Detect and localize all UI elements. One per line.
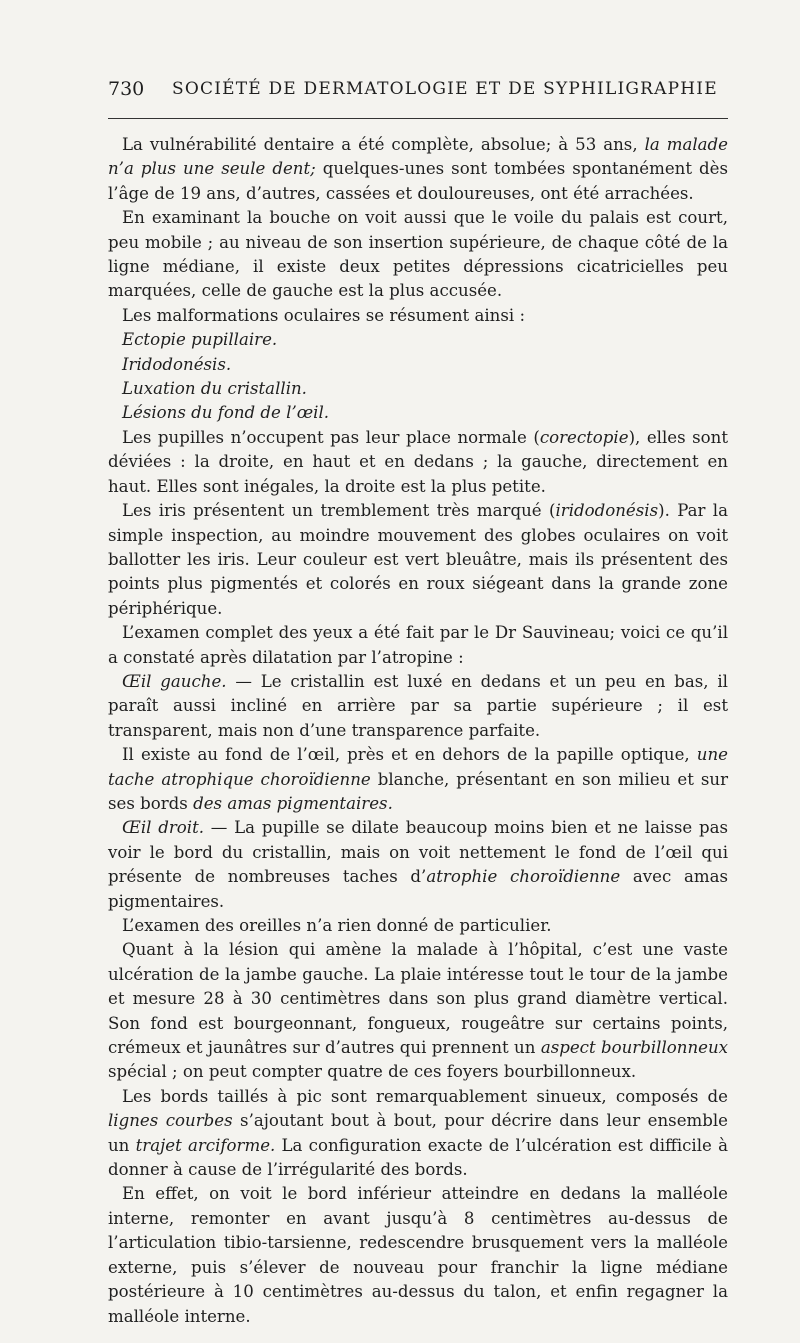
paragraph bbox=[108, 353, 728, 377]
text-run: avec amas pigmentaires. bbox=[108, 867, 729, 911]
text-run: En examinant la bouche on voit aussi que le voile du palais est court, peu mobile ; au niveau de son insertion supérieure, de chaque côté de la ligne médiane, il existe deux petites dépressions cicatricielles peu marquées, celle de gauche est la plus accusée. bbox=[108, 208, 728, 301]
italic-text: Luxation du cristallin. bbox=[122, 379, 307, 399]
italic-text: Iridodonésis. bbox=[122, 354, 232, 374]
paragraph bbox=[108, 938, 728, 1084]
italic-text: trajet arciforme. bbox=[135, 1135, 276, 1155]
paragraph bbox=[108, 621, 728, 670]
italic-text: Ectopie pupillaire. bbox=[122, 330, 278, 350]
italic-text: aspect bourbillonneux bbox=[540, 1038, 729, 1058]
paragraph bbox=[108, 426, 728, 499]
paragraph bbox=[108, 743, 728, 816]
paragraph bbox=[108, 816, 728, 914]
paragraph bbox=[108, 499, 728, 621]
text-run: blanche, présentant en son milieu et sur ses bords bbox=[108, 769, 728, 813]
italic-text: corectopie bbox=[539, 427, 629, 447]
italic-text: lignes courbes bbox=[108, 1111, 233, 1131]
text-run: — Le cristallin est luxé en dedans et un peu en bas, il paraît aussi incliné en arrière par sa partie supérieure ; il est transparent, mais non d’une transparence parfaite. bbox=[108, 671, 728, 740]
text-run: s’ajoutant bout à bout, pour décrire dans leur ensemble un bbox=[108, 1111, 729, 1155]
text-run: La configuration exacte de l’ulcération est difficile à donner à cause de l’irrégularité des bords. bbox=[108, 1135, 728, 1180]
document-page bbox=[108, 78, 728, 1329]
paragraph bbox=[108, 133, 728, 206]
text-run: Quant à la lésion qui amène la malade à l’hôpital, c’est une vaste ulcération de la jambe gauche. La plaie intéresse tout le tour de la jambe et mesure 28 à 30 centimètres dans son plus grand diamètre vertical. Son fond est bourgeonnant, fongueux, rougeâtre sur certains points, crémeux et jaunâtres sur d’autres qui prennent un bbox=[108, 940, 728, 1058]
paragraph bbox=[108, 1182, 728, 1328]
text-run: ), elles sont déviées : la droite, en haut et en dedans ; la gauche, directement en haut. Elles sont inégales, la droite est la plus petite. bbox=[108, 427, 728, 496]
paragraph bbox=[108, 206, 728, 304]
text-run: Il existe au fond de l’œil, près et en dehors de la papille optique, bbox=[122, 745, 697, 765]
text-run: La vulnérabilité dentaire a été complète, absolue; à 53 ans, bbox=[122, 135, 645, 154]
text-run: En effet, on voit le bord inférieur atteindre en dedans la malléole interne, remonter en avant jusqu’à 8 centimètres au-dessus de l’articulation tibio-tarsienne, redescendre brusquement vers la malléole externe, puis s’élever de nouveau pour franchir la ligne médiane postérieure à 10 centimètres au-dessus du talon, et enfin regagner la malléole interne. bbox=[108, 1184, 728, 1326]
text-run: L’examen des oreilles n’a rien donné de particulier. bbox=[122, 916, 552, 935]
page-header bbox=[108, 78, 728, 119]
text-run: Les pupilles n’occupent pas leur place normale ( bbox=[122, 427, 540, 447]
text-run: ). Par la simple inspection, au moindre mouvement des globes oculaires on voit ballotter les iris. Leur couleur est vert bleuâtre, mais ils présentent des points plus pigmentés et colorés en roux siégeant dans la grande zone périphérique. bbox=[108, 501, 729, 618]
paragraph bbox=[108, 914, 728, 938]
italic-text: Œil droit. bbox=[122, 818, 205, 838]
paragraph bbox=[108, 328, 728, 352]
text-run: Les bords taillés à pic sont remarquablement sinueux, composés de bbox=[122, 1086, 728, 1106]
text-run: — La pupille se dilate beaucoup moins bien et ne laisse pas voir le bord du cristallin, mais on voit nettement le fond de l’œil qui présente de nombreuses taches d’ bbox=[108, 818, 728, 887]
italic-text: une tache atrophique choroïdienne bbox=[108, 745, 728, 789]
text-run: L’examen complet des yeux a été fait par le Dr Sauvineau; voici ce qu’il a constaté après dilatation par l’atropine : bbox=[108, 623, 728, 667]
paragraph bbox=[108, 1085, 728, 1183]
paragraph bbox=[108, 670, 728, 743]
text-run: spécial ; on peut compter quatre de ces foyers bourbillonneux. bbox=[108, 1062, 637, 1082]
italic-text: atrophie choroïdienne bbox=[426, 867, 621, 887]
paragraph bbox=[108, 377, 728, 401]
text-run: quelques-unes sont tombées spontanément dès l’âge de 19 ans, d’autres, cassées et douloureuses, ont été arrachées. bbox=[108, 159, 728, 203]
text-run: Les malformations oculaires se résument ainsi : bbox=[122, 305, 526, 325]
paragraph bbox=[108, 304, 728, 328]
italic-text: Œil gauche. bbox=[122, 671, 227, 691]
paragraph bbox=[108, 401, 728, 425]
italic-text: des amas pigmentaires. bbox=[193, 793, 393, 813]
text-run: Les iris présentent un tremblement très marqué ( bbox=[122, 501, 556, 521]
italic-text: iridodonésis bbox=[555, 501, 659, 521]
italic-text: la malade n’a plus une seule dent; bbox=[108, 135, 728, 179]
running-title: SOCIÉTÉ DE DERMATOLOGIE ET DE SYPHILIGRAPHIE bbox=[172, 79, 718, 99]
page-number: 730 bbox=[108, 78, 145, 100]
body-text bbox=[108, 133, 728, 1329]
italic-text: Lésions du fond de l’œil. bbox=[122, 403, 330, 423]
